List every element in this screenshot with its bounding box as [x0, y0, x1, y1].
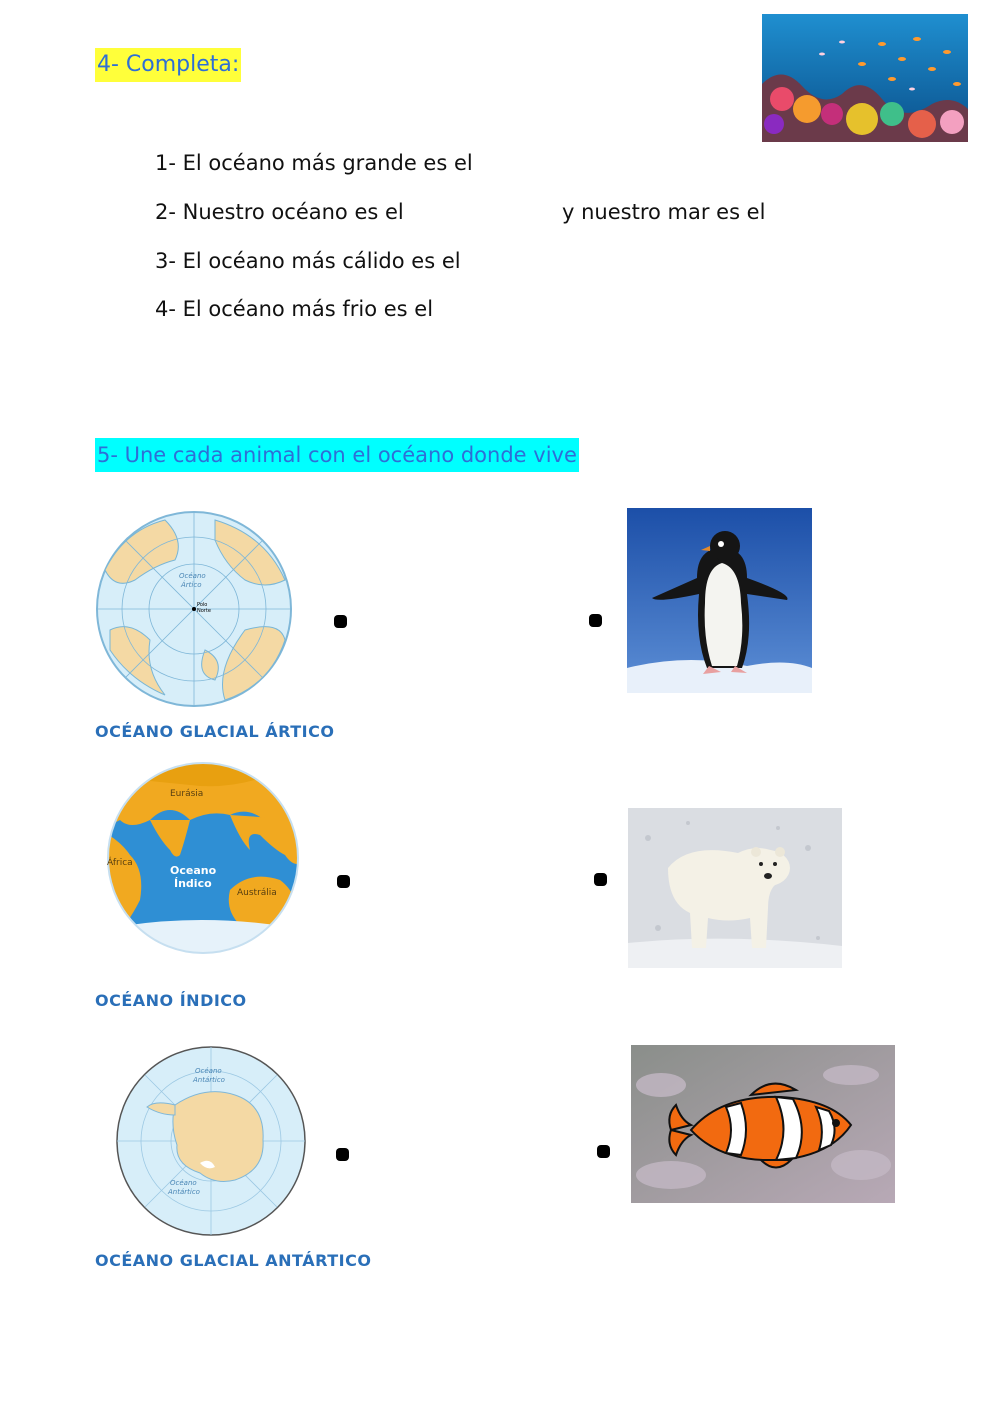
- match-dot-right-2[interactable]: [594, 873, 607, 886]
- arctic-caption: OCÉANO GLACIAL ÁRTICO: [95, 722, 335, 741]
- match-dot-left-3[interactable]: [336, 1148, 349, 1161]
- question-1: 1- El océano más grande es el: [155, 151, 473, 175]
- match-dot-right-3[interactable]: [597, 1145, 610, 1158]
- match-dot-right-1[interactable]: [589, 614, 602, 627]
- antarctic-map: [115, 1045, 307, 1237]
- map-label: Índico: [174, 877, 212, 890]
- match-dot-left-2[interactable]: [337, 875, 350, 888]
- question-2: 2- Nuestro océano es el: [155, 200, 404, 224]
- map-label: Antártico: [168, 1188, 200, 1196]
- question-4: 4- El océano más frio es el: [155, 297, 434, 321]
- antarctic-caption: OCÉANO GLACIAL ANTÁRTICO: [95, 1251, 372, 1270]
- map-label: Eurásia: [170, 789, 204, 799]
- map-label: Océano: [170, 1179, 197, 1187]
- polar-bear-image: [628, 808, 842, 968]
- map-label: Oceano: [170, 864, 217, 877]
- coral-reef-image: [762, 14, 968, 142]
- map-label: Austrália: [237, 888, 277, 898]
- clownfish-image: [631, 1045, 895, 1203]
- map-label: Norte: [197, 608, 211, 614]
- map-label: Antártico: [193, 1076, 225, 1084]
- match-dot-left-1[interactable]: [334, 615, 347, 628]
- section4-heading: 4- Completa:: [95, 48, 241, 82]
- map-label: Océano: [195, 1067, 222, 1075]
- indian-caption: OCÉANO ÍNDICO: [95, 991, 247, 1010]
- question-2-tail: y nuestro mar es el: [562, 200, 766, 224]
- section5-heading: 5- Une cada animal con el océano donde vive: [95, 438, 579, 472]
- map-label: Ártico: [181, 581, 202, 589]
- penguin-image: [627, 508, 812, 693]
- question-3: 3- El océano más cálido es el: [155, 249, 461, 273]
- indian-map: [100, 760, 306, 956]
- map-label: Polo: [197, 602, 208, 608]
- map-label: África: [107, 858, 133, 868]
- arctic-map: [95, 510, 293, 708]
- map-label: Océano: [179, 572, 206, 580]
